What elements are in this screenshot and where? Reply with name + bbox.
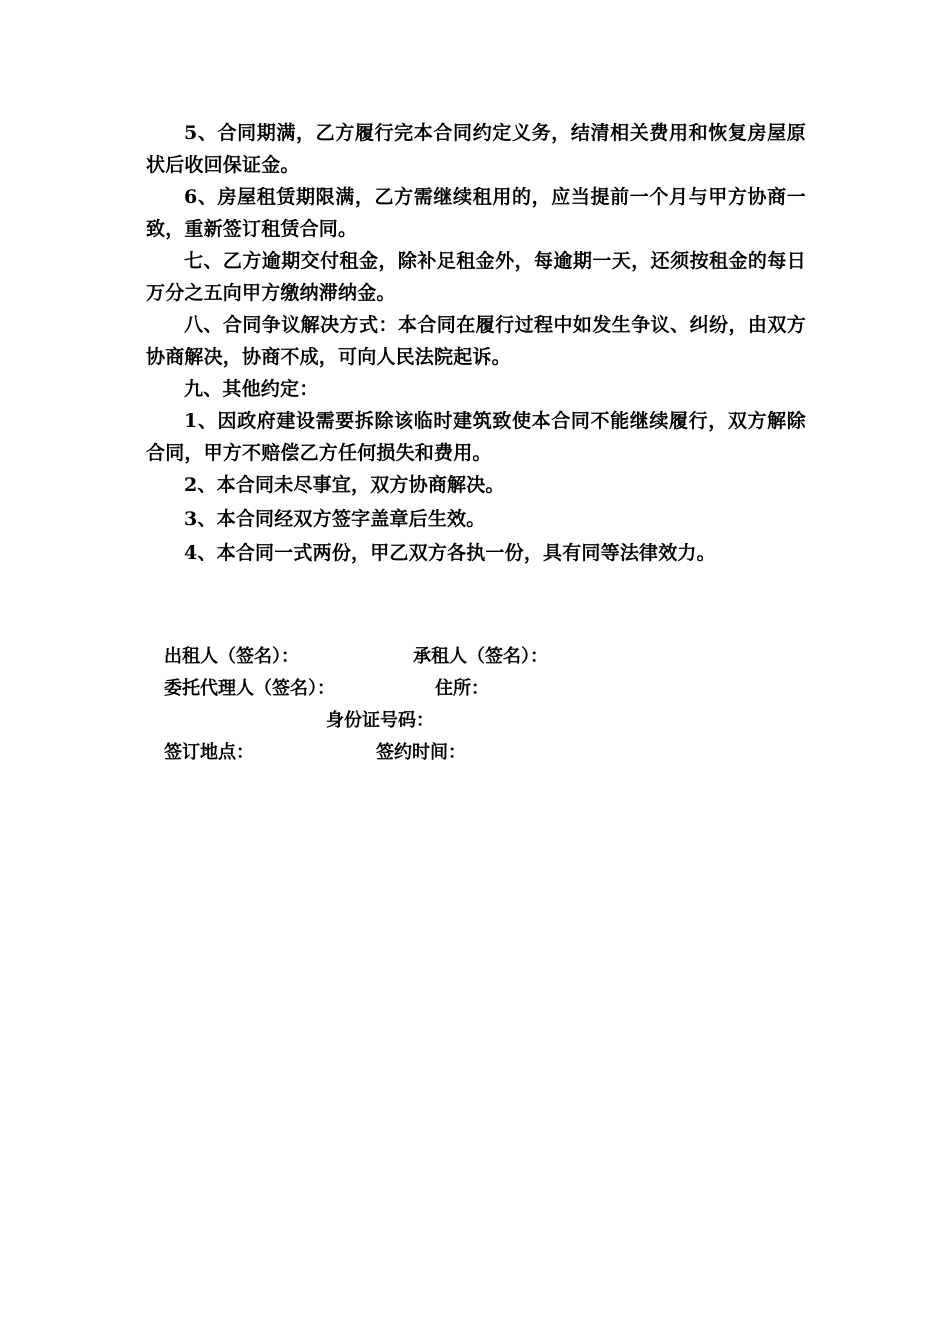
clause-8-dispute: 八、合同争议解决方式：本合同在履行过程中如发生争议、纠纷，由双方协商解决，协商不成，可向人民法院起诉。 [146,314,806,368]
clause-9-3-effective: 3、本合同经双方签字盖章后生效。 [184,508,486,530]
contract-clauses [146,117,806,571]
id-number-label: 身份证号码： [326,710,434,731]
clause-7-late-fee: 七、乙方逾期交付租金，除补足租金外，每逾期一天，还须按租金的每日万分之五向甲方缴纳滞纳金。 [146,250,806,304]
clause-5-deposit: 5、合同期满，乙方履行完本合同约定义务，结清相关费用和恢复房屋原状后收回保证金。 [146,122,806,176]
clause-6-renewal: 6、房屋租赁期限满，乙方需继续租用的，应当提前一个月与甲方协商一致，重新签订租赁合同。 [146,186,806,240]
signing-time-label: 签约时间： [376,742,466,763]
agent-signature-label: 委托代理人（签名）： [164,678,335,699]
address-label: 住所： [435,678,489,699]
clause-9-4-copies: 4、本合同一式两份，甲乙双方各执一份，具有同等法律效力。 [184,542,716,564]
lessee-signature-label: 承租人（签名）： [413,646,548,667]
signing-place-label: 签订地点： [164,742,254,763]
lessor-signature-label: 出租人（签名）： [164,646,299,667]
clause-9-1-demolition: 1、因政府建设需要拆除该临时建筑致使本合同不能继续履行，双方解除合同，甲方不赔偿乙方任何损失和费用。 [146,410,806,464]
clause-9-2-matters: 2、本合同未尽事宜，双方协商解决。 [184,474,505,496]
clause-9-other: 九、其他约定： [184,378,319,400]
